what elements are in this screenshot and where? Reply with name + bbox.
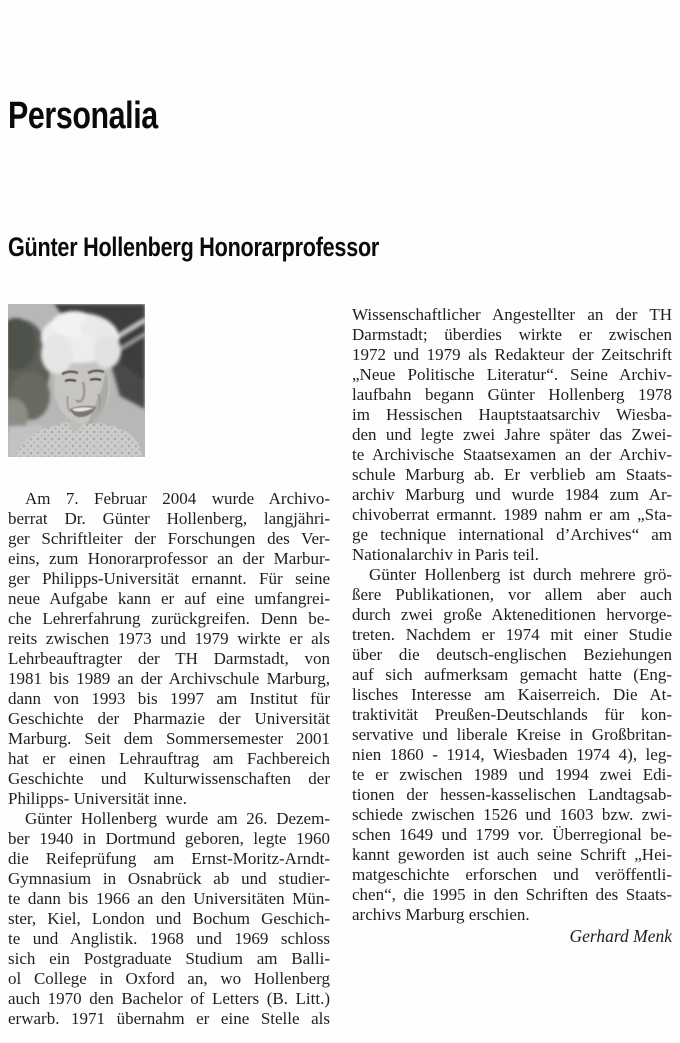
page-title: Personalia <box>8 95 158 137</box>
text-line: 1981 bis 1989 an der Archivschule Marburg, <box>8 669 330 688</box>
text-line: Geschichte und Kulturwissenschaften der <box>8 769 330 788</box>
text-line: dann von 1993 bis 1997 am Institut für <box>8 689 330 708</box>
text-line: ber 1940 in Dortmund geboren, legte 1960 <box>8 829 330 848</box>
text-line: te Archivische Staatsexamen an der Archiv- <box>352 445 672 464</box>
text-line: servative und liberale Kreise in Großbritan- <box>352 725 672 744</box>
text-line: schiede zwischen 1526 und 1603 bzw. zwi- <box>352 805 672 824</box>
text-line: nien 1860 - 1914, Wiesbaden 1974 4), leg- <box>352 745 672 764</box>
text-line: auf sich aufmerksam gemacht hatte (Eng- <box>352 665 672 684</box>
text-line: eins, zum Honorarprofessor an der Marbur- <box>8 549 330 568</box>
text-line: ge technique international d’Archives“ am <box>352 525 672 544</box>
text-line: auch 1970 den Bachelor of Letters (B. Litt.) <box>8 989 330 1008</box>
left-column <box>8 489 330 1029</box>
text-line: „Neue Politische Literatur“. Seine Archiv- <box>352 365 672 384</box>
text-line: Darmstadt; überdies wirkte er zwischen <box>352 325 672 344</box>
portrait-photo <box>8 304 145 457</box>
text-line: lisches Interesse am Kaiserreich. Die At- <box>352 685 672 704</box>
text-line: hat er einen Lehrauftrag am Fachbereich <box>8 749 330 768</box>
right-column <box>352 305 672 925</box>
text-line: schule Marburg ab. Er verblieb am Staats- <box>352 465 672 484</box>
text-line: ger Schriftleiter der Forschungen des Ver- <box>8 529 330 548</box>
text-line: ßere Publikationen, vor allem aber auch <box>352 585 672 604</box>
text-line: Marburg. Seit dem Sommersemester 2001 <box>8 729 330 748</box>
text-line: durch zwei große Akteneditionen hervorge- <box>352 605 672 624</box>
text-line: neue Aufgabe kann er auf eine umfangrei- <box>8 589 330 608</box>
text-line: Gymnasium in Osnabrück ab und studier- <box>8 869 330 888</box>
text-line: Günter Hollenberg ist durch mehrere grö- <box>369 565 672 584</box>
text-line: tionen der hessen-kasselischen Landtagsab- <box>352 785 672 804</box>
text-line: kannt geworden ist auch seine Schrift „Hei- <box>352 845 672 864</box>
text-line: die Reifeprüfung am Ernst-Moritz-Arndt- <box>8 849 330 868</box>
text-line: Geschichte der Pharmazie der Universität <box>8 709 330 728</box>
text-line: treten. Nachdem er 1974 mit einer Studie <box>352 625 672 644</box>
text-line: te und Anglistik. 1968 und 1969 schloss <box>8 929 330 948</box>
text-line: sich ein Postgraduate Studium am Balli- <box>8 949 330 968</box>
text-line: über die deutsch-englischen Beziehungen <box>352 645 672 664</box>
text-line: berrat Dr. Günter Hollenberg, langjähri- <box>8 509 330 528</box>
text-line: archiv Marburg und wurde 1984 zum Ar- <box>352 485 672 504</box>
text-line: Nationalarchiv in Paris teil. <box>352 545 539 564</box>
text-line: te er zwischen 1989 und 1994 zwei Edi- <box>352 765 672 784</box>
text-line: traktivität Preußen-Deutschlands für kon- <box>352 705 672 724</box>
text-line: Philipps- Universität inne. <box>8 789 187 808</box>
text-line: im Hessischen Hauptstaatsarchiv Wiesba- <box>352 405 672 424</box>
text-line: 1972 und 1979 als Redakteur der Zeitschrift <box>352 345 672 364</box>
text-line: ger Philipps-Universität ernannt. Für seine <box>8 569 330 588</box>
text-line: den und legte zwei Jahre später das Zwei- <box>352 425 672 444</box>
text-line: archivs Marburg erschien. <box>352 905 530 924</box>
text-line: chen“, die 1995 in den Schriften des Staats- <box>352 885 672 904</box>
text-line: che Lehrerfahrung zurückgreifen. Denn be- <box>8 609 330 628</box>
text-line: Günter Hollenberg wurde am 26. Dezem- <box>25 809 330 828</box>
text-line: te dann bis 1966 an den Universitäten Mün- <box>8 889 330 908</box>
text-line: reits zwischen 1973 und 1979 wirkte er als <box>8 629 330 648</box>
text-line: schen 1649 und 1799 vor. Überregional be- <box>352 825 672 844</box>
text-line: matgeschichte erforschen und veröffentli- <box>352 865 672 884</box>
text-line: chivoberrat ermannt. 1989 nahm er am „Sta- <box>352 505 672 524</box>
text-line: erwarb. 1971 übernahm er eine Stelle als <box>8 1009 330 1028</box>
author-signature: Gerhard Menk <box>569 926 672 946</box>
text-line: Am 7. Februar 2004 wurde Archivo- <box>25 489 330 508</box>
article-title: Günter Hollenberg Honorarprofessor <box>8 232 380 262</box>
portrait-photo-image <box>8 304 145 457</box>
text-line: laufbahn begann Günter Hollenberg 1978 <box>352 385 672 404</box>
text-line: Wissenschaftlicher Angestellter an der TH <box>352 305 672 324</box>
text-line: ol College in Oxford an, wo Hollenberg <box>8 969 330 988</box>
text-line: ster, Kiel, London und Bochum Geschich- <box>8 909 330 928</box>
text-line: Lehrbeauftragter der TH Darmstadt, von <box>8 649 330 668</box>
